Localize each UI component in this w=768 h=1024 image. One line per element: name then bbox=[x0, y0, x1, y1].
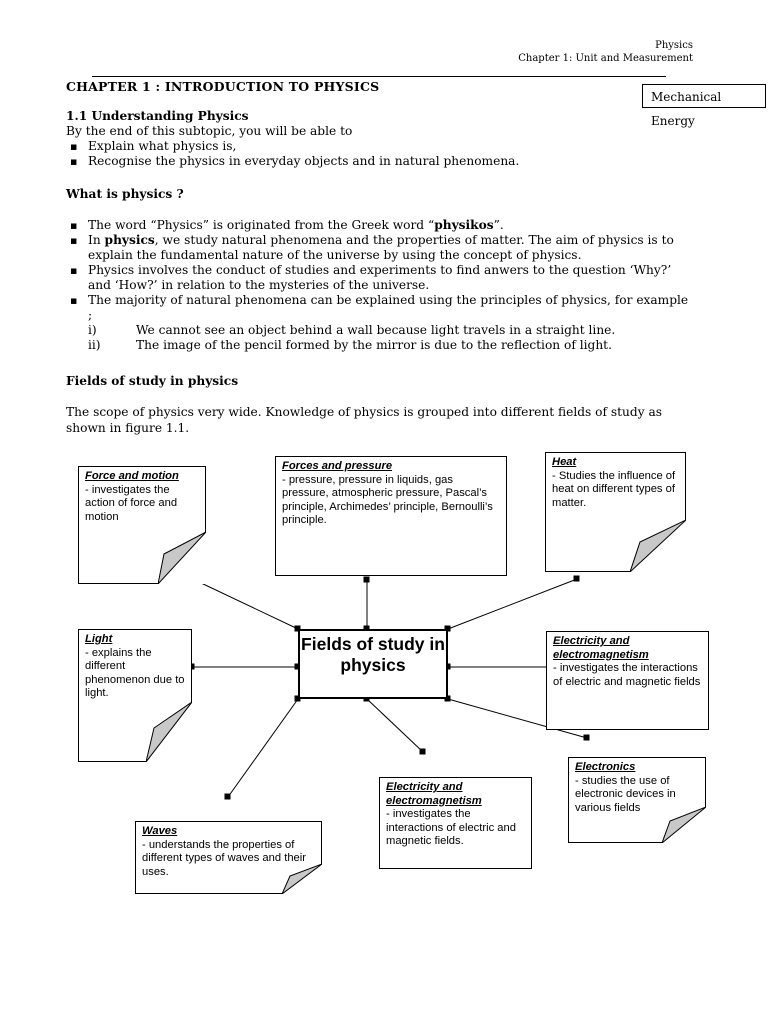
list-item: ▪ The majority of natural phenomena can be explained using the principles of physics, for example ; i) We cannot see an object behind a wall because light travels in a straight line. ii) The image of the pencil formed by the mirror is due to the reflection of light. bbox=[66, 293, 696, 353]
note-desc: - pressure, pressure in liquids, gas pressure, atmospheric pressure, Pascal’s principle, Archimedes’ principle, Bernoulli’s principle. bbox=[282, 473, 493, 526]
note-desc: - studies the use of electronic devices in various fields bbox=[575, 774, 676, 814]
note-desc: - investigates the action of force and motion bbox=[85, 483, 178, 523]
note-title: Electricity and electromagnetism bbox=[386, 781, 482, 807]
note-electricity-bottom bbox=[379, 777, 532, 869]
note-title: Force and motion bbox=[85, 470, 179, 482]
example-item: ii) The image of the pencil formed by the mirror is due to the reflection of light. bbox=[88, 338, 612, 352]
note-electronics bbox=[568, 757, 706, 843]
fields-text: The scope of physics very wide. Knowledge of physics is grouped into different fields of study as shown in figure 1.1. bbox=[66, 405, 662, 435]
note-title: Light bbox=[85, 633, 113, 645]
note-title: Heat bbox=[552, 456, 577, 468]
list-item: ▪ Physics involves the conduct of studies and experiments to find anwers to the question ‘Why?’ and ‘How?’ in relation to the mysteries of the universe. bbox=[66, 263, 696, 293]
note-electricity-right bbox=[546, 631, 709, 730]
note-desc: - investigates the interactions of electric and magnetic fields. bbox=[386, 808, 516, 847]
topic-box: Mechanical Energy bbox=[642, 84, 766, 108]
folded-corner bbox=[282, 864, 322, 894]
fields-heading: Fields of study in physics bbox=[66, 374, 239, 388]
section-heading: 1.1 Understanding Physics bbox=[66, 109, 249, 123]
header-chapter: Chapter 1: Unit and Measurement bbox=[518, 53, 693, 64]
note-light bbox=[78, 629, 192, 762]
folded-corner bbox=[158, 532, 206, 584]
note-title: Electronics bbox=[575, 761, 636, 773]
note-desc: - explains the different phenomenon due to light. bbox=[85, 646, 185, 699]
diagram-center: Fields of study in physics bbox=[298, 629, 448, 699]
header-subject: Physics bbox=[655, 40, 693, 51]
example-item: i) We cannot see an object behind a wall because light travels in a straight line. bbox=[88, 323, 616, 337]
folded-corner bbox=[662, 807, 706, 843]
objective-item: ▪ Explain what physics is, bbox=[66, 139, 686, 154]
note-waves bbox=[135, 821, 322, 894]
folded-corner bbox=[630, 520, 686, 572]
note-title: Waves bbox=[142, 825, 178, 837]
chapter-title: CHAPTER 1 : INTRODUCTION TO PHYSICS bbox=[66, 79, 380, 94]
note-desc: - Studies the influence of heat on different types of matter. bbox=[552, 469, 676, 509]
note-title: Forces and pressure bbox=[282, 460, 393, 472]
note-force-motion bbox=[78, 466, 206, 584]
list-item: ▪ The word “Physics” is originated from the Greek word “physikos”. bbox=[66, 218, 696, 233]
note-forces-pressure bbox=[275, 456, 507, 576]
folded-corner bbox=[146, 702, 192, 762]
note-title: Electricity and electromagnetism bbox=[553, 635, 649, 661]
section-intro: By the end of this subtopic, you will be able to bbox=[66, 124, 353, 138]
note-desc: - investigates the interactions of electric and magnetic fields bbox=[553, 662, 701, 688]
note-desc: - understands the properties of different types of waves and their uses. bbox=[142, 838, 306, 878]
note-heat bbox=[545, 452, 686, 572]
objective-item: ▪ Recognise the physics in everyday objects and in natural phenomena. bbox=[66, 154, 686, 169]
list-item: ▪ In physics, we study natural phenomena and the properties of matter. The aim of physics is to explain the fundamental nature of the universe by using the concept of physics. bbox=[66, 233, 696, 263]
what-is-heading: What is physics ? bbox=[66, 187, 184, 201]
